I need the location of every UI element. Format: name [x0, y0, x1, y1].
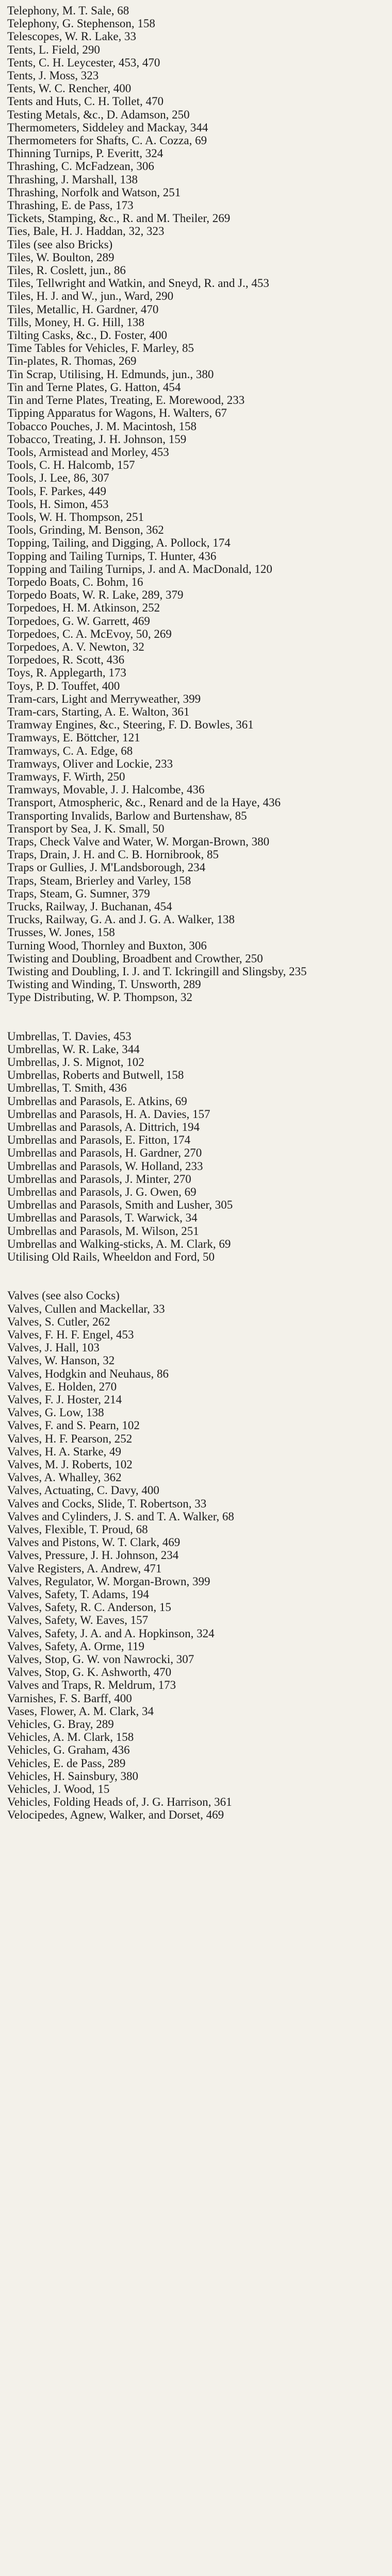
index-entry: Tools, Grinding, M. Benson, 362	[7, 523, 164, 537]
index-entry: Umbrellas and Parasols, J. Minter, 270	[7, 1172, 191, 1185]
index-entry: Valves, M. J. Roberts, 102	[7, 1458, 133, 1471]
index-entry: Thrashing, J. Marshall, 138	[7, 173, 138, 186]
index-entry: Traps, Drain, J. H. and C. B. Hornibrook, 85	[7, 848, 219, 861]
index-entry: Valves, F. and S. Pearn, 102	[7, 1419, 140, 1432]
index-entry: Tiles, R. Coslett, jun., 86	[7, 264, 126, 277]
index-entry: Torpedo Boats, W. R. Lake, 289, 379	[7, 588, 184, 602]
index-entry: Tin Scrap, Utilising, H. Edmunds, jun., 380	[7, 367, 214, 381]
index-entry: Thrashing, C. McFadzean, 306	[7, 160, 154, 173]
index-entry: Torpedoes, A. V. Newton, 32	[7, 640, 144, 653]
index-entry: Valves, Flexible, T. Proud, 68	[7, 1522, 148, 1536]
index-entry: Trusses, W. Jones, 158	[7, 926, 115, 939]
index-entry: Valves, Hodgkin and Neuhaus, 86	[7, 1367, 169, 1380]
index-entry: Valves, Safety, J. A. and A. Hopkinson, 324	[7, 1626, 215, 1640]
index-entry: Valves, Safety, R. C. Anderson, 15	[7, 1601, 171, 1614]
index-entry: Tramways, Oliver and Lockie, 233	[7, 757, 173, 770]
index-entry: Topping and Tailing Turnips, T. Hunter, 436	[7, 549, 217, 563]
index-entry: Time Tables for Vehicles, F. Marley, 85	[7, 342, 194, 355]
index-entry: Tramways, F. Wirth, 250	[7, 770, 125, 783]
index-entry: Valves, G. Low, 138	[7, 1406, 104, 1419]
index-entry: Tiles, Tellwright and Watkin, and Sneyd, R. and J., 453	[7, 277, 269, 290]
index-entry: Umbrellas and Parasols, A. Dittrich, 194	[7, 1121, 200, 1134]
index-entry: Vehicles, J. Wood, 15	[7, 1783, 110, 1796]
index-entry: Thermometers, Siddeley and Mackay, 344	[7, 121, 208, 134]
index-entry: Valves, Regulator, W. Morgan-Brown, 399	[7, 1574, 210, 1588]
index-entry: Tram-cars, Starting, A. E. Walton, 361	[7, 705, 190, 718]
section-v	[7, 1289, 385, 1821]
index-entry: Valves, Pressure, J. H. Johnson, 234	[7, 1549, 179, 1562]
index-entry: Thermometers for Shafts, C. A. Cozza, 69	[7, 134, 207, 147]
index-entry: Traps or Gullies, J. M'Landsborough, 234	[7, 861, 206, 874]
index-entry: Umbrellas, T. Davies, 453	[7, 1029, 132, 1043]
index-entry: Trucks, Railway, J. Buchanan, 454	[7, 900, 172, 913]
index-entry: Umbrellas, Roberts and Butwell, 158	[7, 1069, 184, 1082]
index-entry: Thrashing, Norfolk and Watson, 251	[7, 185, 181, 199]
index-entry: Testing Metals, &c., D. Adamson, 250	[7, 108, 190, 121]
index-entry: Tilting Casks, &c., D. Foster, 400	[7, 329, 168, 342]
index-entry: Thrashing, E. de Pass, 173	[7, 199, 134, 212]
index-entry: Valves, A. Whalley, 362	[7, 1471, 122, 1484]
index-entry: Tents and Huts, C. H. Tollet, 470	[7, 95, 164, 108]
index-entry: Tiles, W. Boulton, 289	[7, 250, 115, 264]
index-entry: Twisting and Doubling, I. J. and T. Ickringill and Slingsby, 235	[7, 965, 307, 978]
index-entry: Tiles, H. J. and W., jun., Ward, 290	[7, 290, 174, 303]
index-entry: Turning Wood, Thornley and Buxton, 306	[7, 939, 207, 952]
index-entry: Valves, Safety, W. Eaves, 157	[7, 1614, 149, 1627]
section-gap	[7, 1263, 385, 1289]
index-entry: Valves, H. A. Starke, 49	[7, 1445, 122, 1458]
index-entry: Thinning Turnips, P. Everitt, 324	[7, 147, 164, 160]
index-entry: Umbrellas, T. Smith, 436	[7, 1081, 127, 1095]
index-entry: Valves, W. Hanson, 32	[7, 1354, 115, 1367]
index-entry: Toys, R. Applegarth, 173	[7, 666, 126, 680]
index-entry: Torpedo Boats, C. Bohm, 16	[7, 575, 143, 588]
index-entry: Umbrellas and Parasols, H. Gardner, 270	[7, 1146, 202, 1160]
section-u	[7, 1030, 385, 1264]
index-entry: Valves, F. H. F. Engel, 453	[7, 1328, 134, 1341]
index-entry: Valve Registers, A. Andrew, 471	[7, 1562, 162, 1575]
index-entry: Velocipedes, Agnew, Walker, and Dorset, 469	[7, 1808, 224, 1822]
index-entry: Torpedoes, R. Scott, 436	[7, 653, 125, 667]
index-entry: Valves, Safety, T. Adams, 194	[7, 1587, 149, 1601]
index-entry: Valves, Cullen and Mackellar, 33	[7, 1302, 165, 1315]
index-entry: Tobacco Pouches, J. M. Macintosh, 158	[7, 419, 197, 433]
index-entry: Umbrellas and Parasols, T. Warwick, 34	[7, 1211, 198, 1225]
index-entry: Umbrellas, W. R. Lake, 344	[7, 1042, 140, 1056]
index-entry: Tents, J. Moss, 323	[7, 69, 99, 82]
index-entry: Umbrellas and Parasols, J. G. Owen, 69	[7, 1185, 197, 1199]
index-entry: Twisting and Winding, T. Unsworth, 289	[7, 978, 201, 991]
index-entry: Tools, J. Lee, 86, 307	[7, 471, 109, 485]
index-entry: Tin and Terne Plates, Treating, E. Morewood, 233	[7, 394, 245, 407]
index-entry: Tin and Terne Plates, G. Hatton, 454	[7, 380, 181, 394]
index-entry: Vehicles, E. de Pass, 289	[7, 1756, 126, 1770]
index-entry: Valves, J. Hall, 103	[7, 1341, 100, 1354]
index-entry: Tin-plates, R. Thomas, 269	[7, 354, 137, 368]
index-entry: Umbrellas and Parasols, H. A. Davies, 157	[7, 1107, 210, 1121]
section-gap	[7, 1004, 385, 1030]
index-entry: Tents, W. C. Rencher, 400	[7, 82, 132, 95]
index-entry: Traps, Steam, Brierley and Varley, 158	[7, 874, 191, 887]
index-entry: Umbrellas and Parasols, W. Holland, 233	[7, 1159, 203, 1173]
index-entry: Valves and Traps, R. Meldrum, 173	[7, 1679, 176, 1692]
index-entry: Telephony, G. Stephenson, 158	[7, 17, 155, 30]
index-entry: Valves, Safety, A. Orme, 119	[7, 1639, 144, 1653]
index-entry: Vehicles, Folding Heads of, J. G. Harrison, 361	[7, 1795, 232, 1809]
index-entry: Tents, C. H. Leycester, 453, 470	[7, 56, 160, 69]
index-entry: Type Distributing, W. P. Thompson, 32	[7, 991, 192, 1004]
index-entry: Tramways, E. Böttcher, 121	[7, 731, 140, 744]
section-t	[7, 4, 385, 1004]
index-entry: Umbrellas and Parasols, E. Fitton, 174	[7, 1133, 191, 1147]
index-entry: Topping, Tailing, and Digging, A. Pollock, 174	[7, 536, 231, 550]
index-entry: Vehicles, A. M. Clark, 158	[7, 1731, 134, 1744]
index-entry: Utilising Old Rails, Wheeldon and Ford, 50	[7, 1250, 215, 1264]
index-entry: Valves, Stop, G. K. Ashworth, 470	[7, 1666, 172, 1679]
index-entry: Valves, S. Cutler, 262	[7, 1315, 110, 1328]
index-entry: Valves, Actuating, C. Davy, 400	[7, 1484, 159, 1497]
index-entry: Tools, H. Simon, 453	[7, 497, 109, 511]
index-entry: Valves (see also Cocks)	[7, 1289, 120, 1302]
index-entry: Tramways, Movable, J. J. Halcombe, 436	[7, 783, 205, 796]
index-entry: Valves and Pistons, W. T. Clark, 469	[7, 1536, 181, 1549]
index-entry: Umbrellas and Parasols, Smith and Lusher, 305	[7, 1198, 233, 1212]
index-entry: Umbrellas and Parasols, M. Wilson, 251	[7, 1224, 199, 1238]
index-entry: Tiles (see also Bricks)	[7, 238, 113, 251]
index-entry: Varnishes, F. S. Barff, 400	[7, 1691, 132, 1705]
index-entry: Vases, Flower, A. M. Clark, 34	[7, 1704, 154, 1718]
index-entry: Vehicles, H. Sainsbury, 380	[7, 1769, 139, 1783]
index-entry: Torpedoes, G. W. Garrett, 469	[7, 614, 150, 628]
index-entry: Umbrellas, J. S. Mignot, 102	[7, 1056, 144, 1069]
index-entry: Toys, P. D. Touffet, 400	[7, 679, 120, 692]
index-entry: Tram-cars, Light and Merryweather, 399	[7, 692, 201, 705]
index-entry: Valves, H. F. Pearson, 252	[7, 1432, 133, 1445]
index-entry: Twisting and Doubling, Broadbent and Crowther, 250	[7, 952, 263, 965]
index-entry: Tobacco, Treating, J. H. Johnson, 159	[7, 432, 187, 446]
index-entry: Tramway Engines, &c., Steering, F. D. Bowles, 361	[7, 718, 254, 732]
index-entry: Tills, Money, H. G. Hill, 138	[7, 315, 145, 329]
index-entry: Vehicles, G. Graham, 436	[7, 1743, 130, 1757]
index-entry: Valves, E. Holden, 270	[7, 1380, 117, 1393]
index-entry: Torpedoes, H. M. Atkinson, 252	[7, 601, 160, 615]
index-entry: Transport by Sea, J. K. Small, 50	[7, 822, 165, 835]
index-entry: Tiles, Metallic, H. Gardner, 470	[7, 302, 159, 316]
index-entry: Transport, Atmospheric, &c., Renard and de la Haye, 436	[7, 796, 281, 809]
index-entry: Valves and Cocks, Slide, T. Robertson, 33	[7, 1497, 207, 1510]
index-entry: Tents, L. Field, 290	[7, 43, 100, 56]
index-entry: Telephony, M. T. Sale, 68	[7, 4, 129, 17]
index-entry: Valves, Stop, G. W. von Nawrocki, 307	[7, 1652, 194, 1666]
index-entry: Traps, Steam, G. Sumner, 379	[7, 887, 150, 900]
index-entry: Traps, Check Valve and Water, W. Morgan-Brown, 380	[7, 835, 270, 848]
index-entry: Tools, F. Parkes, 449	[7, 484, 107, 498]
index-entry: Tickets, Stamping, &c., R. and M. Theiler, 269	[7, 212, 231, 225]
index-entry: Telescopes, W. R. Lake, 33	[7, 30, 137, 43]
index-entry: Vehicles, G. Bray, 289	[7, 1718, 114, 1731]
index-entry: Tools, C. H. Halcomb, 157	[7, 459, 135, 472]
index-entry: Tools, W. H. Thompson, 251	[7, 510, 144, 523]
index-entry: Tipping Apparatus for Wagons, H. Walters, 67	[7, 406, 227, 420]
index-entry: Transporting Invalids, Barlow and Burtenshaw, 85	[7, 809, 247, 822]
index-entry: Umbrellas and Parasols, E. Atkins, 69	[7, 1094, 187, 1108]
index-entry: Tramways, C. A. Edge, 68	[7, 744, 133, 757]
index-entry: Valves and Cylinders, J. S. and T. A. Walker, 68	[7, 1510, 234, 1523]
index-entry: Ties, Bale, H. J. Haddan, 32, 323	[7, 225, 165, 238]
index-entry: Valves, F. J. Hoster, 214	[7, 1393, 122, 1406]
index-entry: Torpedoes, C. A. McEvoy, 50, 269	[7, 627, 172, 640]
index-entry: Umbrellas and Walking-sticks, A. M. Clark, 69	[7, 1237, 231, 1250]
index-entry: Tools, Armistead and Morley, 453	[7, 445, 169, 459]
index-entry: Trucks, Railway, G. A. and J. G. A. Walker, 138	[7, 913, 235, 926]
index-entry: Topping and Tailing Turnips, J. and A. MacDonald, 120	[7, 562, 272, 575]
